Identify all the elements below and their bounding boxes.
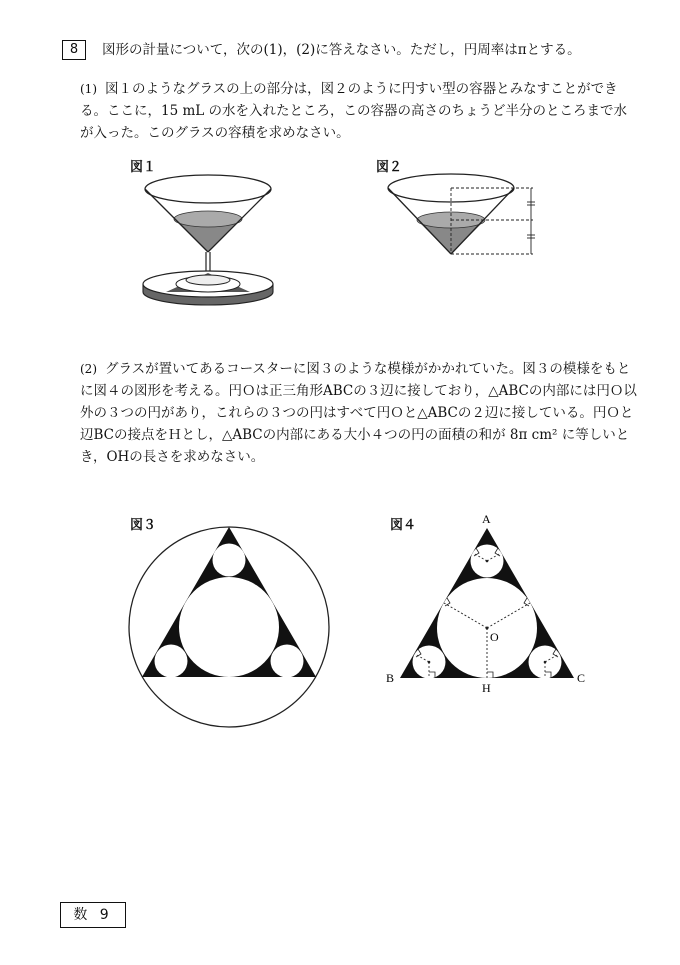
fig3-label: 図３ — [130, 518, 157, 533]
part2-label: (2) — [80, 362, 97, 376]
fig1-label: 図１ — [130, 160, 157, 175]
point-o-label: O — [490, 630, 499, 644]
fig2-cone-diagram — [385, 168, 555, 268]
point-a-label: A — [482, 512, 491, 526]
point-h-label: H — [482, 681, 491, 695]
point-c-label: C — [577, 671, 586, 685]
fig3-coaster-pattern — [124, 522, 334, 732]
question-intro: 図形の計量について，次の(1)，(2)に答えなさい。ただし，円周率はπとする。 — [102, 42, 581, 58]
part2-text: グラスが置いてあるコースターに図３のような模様がかかれていた。図３の模様をもとに図４の図形を考える。円Ｏは正三角形ABCの３辺に接しており，△ABCの内部には円Ｏ以外の３つの円があり，これらの３つの円はすべて円Ｏと△ABCの２辺に接している。円Ｏと辺BCの接点をＨとし，△ABCの内部にある大小４つの円の面積の和が 8π cm² に等しいとき，OHの長さを求めなさい。 — [80, 361, 637, 465]
fig4-triangle-diagram — [382, 510, 592, 700]
fig2-label: 図２ — [376, 160, 403, 175]
point-b-label: B — [386, 671, 395, 685]
part1-text: 図１のようなグラスの上の部分は，図２のように円すい型の容器とみなすことができる。ここに，15 mL の水を入れたところ，この容器の高さのちょうど半分のところまで水が入った。このグラスの容積を求めなさい。 — [80, 81, 628, 141]
part2-paragraph — [80, 358, 640, 468]
part1-label: (1) — [80, 82, 97, 96]
fig1-glass-diagram — [138, 168, 288, 318]
fig4-label: 図４ — [390, 518, 417, 533]
question-number: 8 — [62, 40, 86, 60]
page-footer: 数 9 — [60, 902, 126, 928]
part1-paragraph — [80, 78, 640, 144]
